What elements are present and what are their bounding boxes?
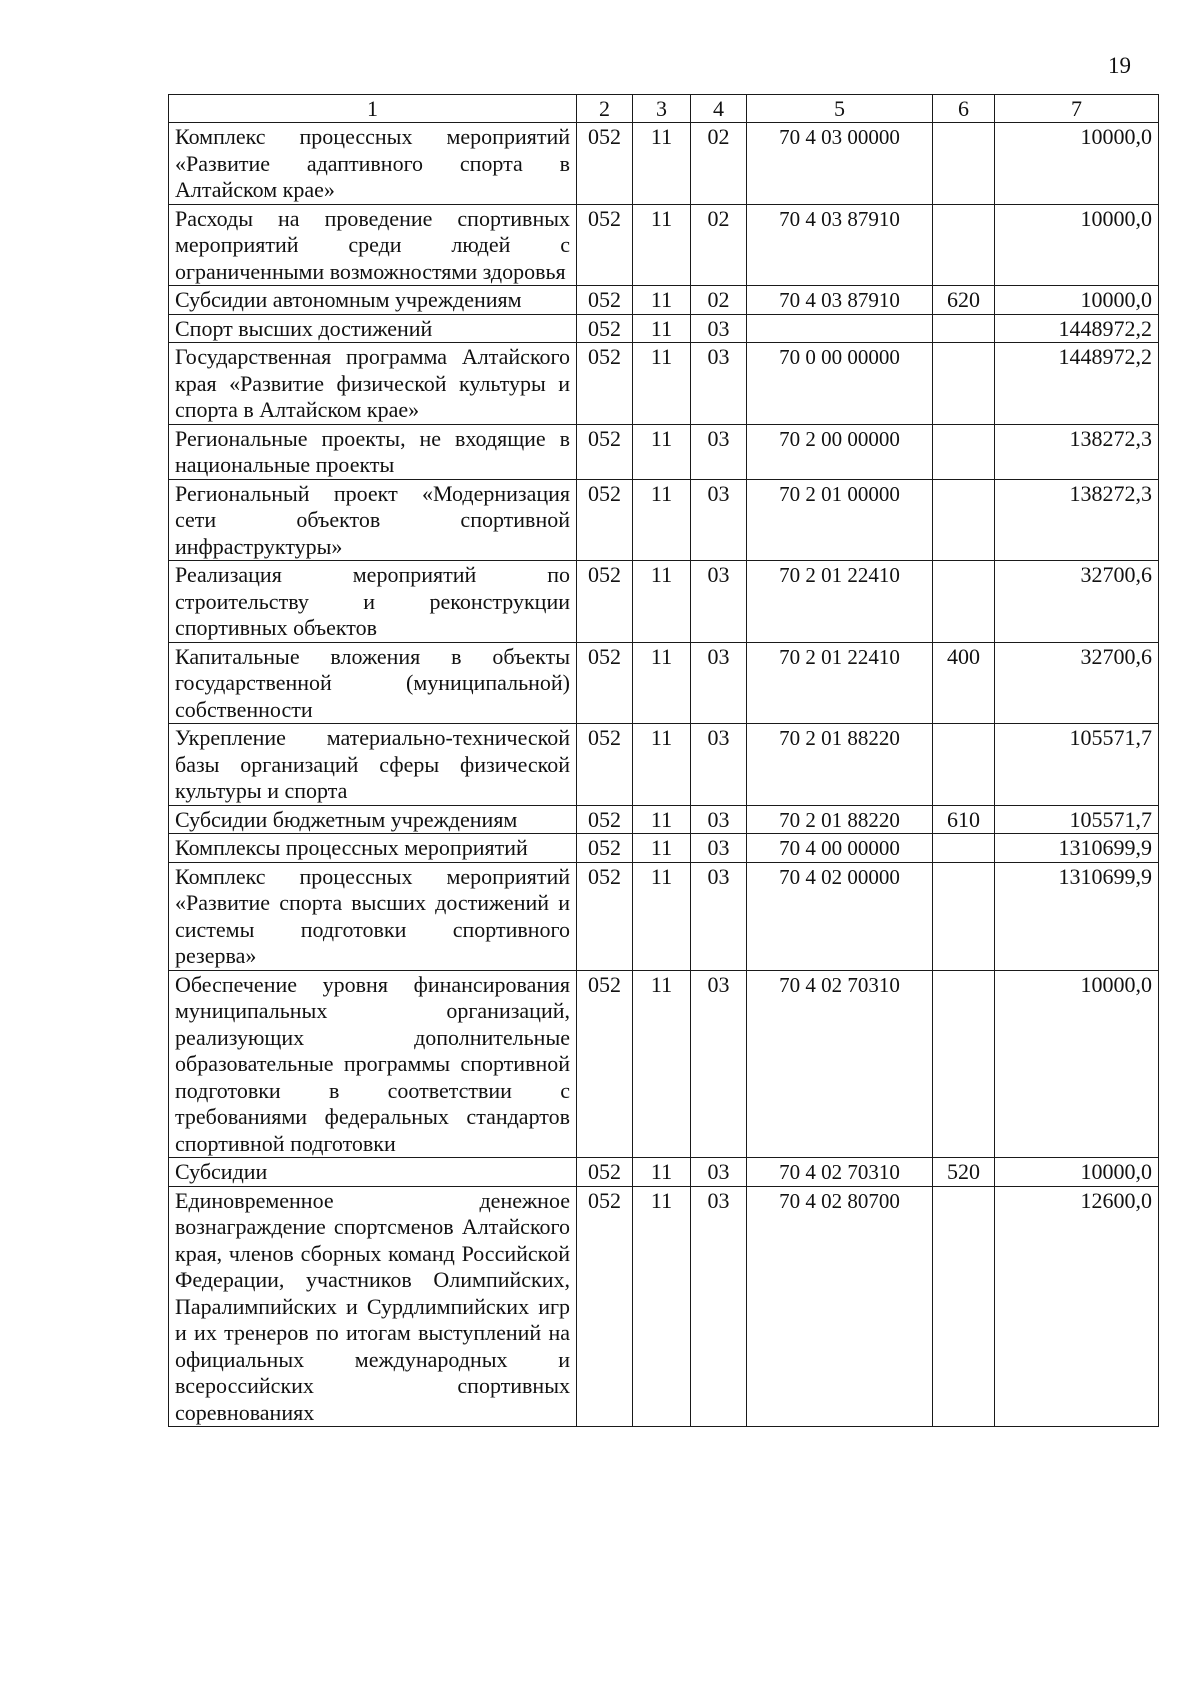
row-target-article: 70 4 03 87910: [747, 286, 933, 315]
row-subsection: 03: [691, 642, 747, 724]
table-row: [169, 805, 1159, 834]
row-ministry-code: 052: [577, 1186, 633, 1427]
row-target-article: 70 4 03 87910: [747, 204, 933, 286]
row-amount: 138272,3: [995, 424, 1159, 479]
row-amount: 32700,6: [995, 561, 1159, 643]
header-cell: 7: [995, 95, 1159, 123]
row-name: Единовременное денежное вознаграждение спортсменов Алтайского края, членов сборных команд Российской Федерации, участников Олимпийских, Паралимпийских и Сурдлимпийских игр и их тренеров по итогам выступлений на официальных международных и всероссийских спортивных соревнованиях: [169, 1186, 577, 1427]
row-section: 11: [633, 970, 691, 1158]
row-amount: 10000,0: [995, 970, 1159, 1158]
row-section: 11: [633, 1158, 691, 1187]
row-expense-type: [933, 479, 995, 561]
row-section: 11: [633, 314, 691, 343]
table-row: [169, 561, 1159, 643]
row-expense-type: 520: [933, 1158, 995, 1187]
row-ministry-code: 052: [577, 561, 633, 643]
row-subsection: 03: [691, 424, 747, 479]
row-amount: 10000,0: [995, 204, 1159, 286]
row-name: Комплексы процессных мероприятий: [169, 834, 577, 863]
row-amount: 10000,0: [995, 123, 1159, 205]
table-row: [169, 286, 1159, 315]
row-expense-type: [933, 314, 995, 343]
table-row: [169, 724, 1159, 806]
row-subsection: 03: [691, 724, 747, 806]
row-target-article: 70 4 00 00000: [747, 834, 933, 863]
row-section: 11: [633, 642, 691, 724]
row-amount: 105571,7: [995, 805, 1159, 834]
row-subsection: 03: [691, 343, 747, 425]
row-amount: 1310699,9: [995, 834, 1159, 863]
row-target-article: 70 4 03 00000: [747, 123, 933, 205]
row-expense-type: [933, 424, 995, 479]
row-subsection: 03: [691, 1158, 747, 1187]
row-ministry-code: 052: [577, 724, 633, 806]
row-ministry-code: 052: [577, 1158, 633, 1187]
row-ministry-code: 052: [577, 834, 633, 863]
row-expense-type: 610: [933, 805, 995, 834]
row-expense-type: 400: [933, 642, 995, 724]
row-ministry-code: 052: [577, 343, 633, 425]
row-ministry-code: 052: [577, 424, 633, 479]
row-expense-type: [933, 834, 995, 863]
row-amount: 32700,6: [995, 642, 1159, 724]
row-ministry-code: 052: [577, 479, 633, 561]
row-amount: 105571,7: [995, 724, 1159, 806]
table-row: [169, 862, 1159, 970]
row-section: 11: [633, 1186, 691, 1427]
budget-table: [168, 94, 1159, 1427]
table-row: [169, 343, 1159, 425]
row-name: Спорт высших достижений: [169, 314, 577, 343]
row-target-article: 70 4 02 00000: [747, 862, 933, 970]
row-ministry-code: 052: [577, 204, 633, 286]
row-amount: 10000,0: [995, 1158, 1159, 1187]
row-ministry-code: 052: [577, 970, 633, 1158]
header-cell: 5: [747, 95, 933, 123]
row-subsection: 03: [691, 862, 747, 970]
row-subsection: 03: [691, 479, 747, 561]
row-section: 11: [633, 479, 691, 561]
table-row: [169, 424, 1159, 479]
row-target-article: 70 0 00 00000: [747, 343, 933, 425]
row-subsection: 03: [691, 561, 747, 643]
row-name: Субсидии автономным учреждениям: [169, 286, 577, 315]
row-amount: 138272,3: [995, 479, 1159, 561]
table-row: [169, 1186, 1159, 1427]
row-amount: 12600,0: [995, 1186, 1159, 1427]
row-amount: 1448972,2: [995, 314, 1159, 343]
row-amount: 10000,0: [995, 286, 1159, 315]
row-expense-type: [933, 970, 995, 1158]
row-name: Субсидии: [169, 1158, 577, 1187]
row-target-article: 70 4 02 70310: [747, 970, 933, 1158]
table-row: [169, 834, 1159, 863]
row-ministry-code: 052: [577, 862, 633, 970]
table-row: [169, 204, 1159, 286]
row-section: 11: [633, 862, 691, 970]
row-name: Государственная программа Алтайского края «Развитие физической культуры и спорта в Алтайском крае»: [169, 343, 577, 425]
row-amount: 1448972,2: [995, 343, 1159, 425]
header-cell: 6: [933, 95, 995, 123]
header-cell: 2: [577, 95, 633, 123]
row-subsection: 02: [691, 123, 747, 205]
table-row: [169, 314, 1159, 343]
header-cell: 4: [691, 95, 747, 123]
row-section: 11: [633, 561, 691, 643]
table-row: [169, 123, 1159, 205]
row-expense-type: [933, 1186, 995, 1427]
row-ministry-code: 052: [577, 314, 633, 343]
row-expense-type: [933, 343, 995, 425]
row-section: 11: [633, 834, 691, 863]
row-section: 11: [633, 424, 691, 479]
row-section: 11: [633, 204, 691, 286]
header-cell: 1: [169, 95, 577, 123]
row-name: Комплекс процессных мероприятий «Развитие адаптивного спорта в Алтайском крае»: [169, 123, 577, 205]
row-name: Укрепление материально-технической базы организаций сферы физической культуры и спорта: [169, 724, 577, 806]
row-target-article: 70 2 01 88220: [747, 805, 933, 834]
row-name: Субсидии бюджетным учреждениям: [169, 805, 577, 834]
row-name: Региональный проект «Модернизация сети объектов спортивной инфраструктуры»: [169, 479, 577, 561]
table-row: [169, 642, 1159, 724]
row-name: Реализация мероприятий по строительству и реконструкции спортивных объектов: [169, 561, 577, 643]
row-subsection: 02: [691, 286, 747, 315]
row-target-article: 70 2 00 00000: [747, 424, 933, 479]
row-target-article: [747, 314, 933, 343]
row-subsection: 03: [691, 1186, 747, 1427]
row-section: 11: [633, 286, 691, 315]
row-expense-type: [933, 724, 995, 806]
row-ministry-code: 052: [577, 805, 633, 834]
row-target-article: 70 2 01 22410: [747, 561, 933, 643]
row-section: 11: [633, 724, 691, 806]
table-row: [169, 970, 1159, 1158]
table-body: [169, 123, 1159, 1427]
row-subsection: 02: [691, 204, 747, 286]
row-ministry-code: 052: [577, 123, 633, 205]
row-name: Региональные проекты, не входящие в национальные проекты: [169, 424, 577, 479]
row-name: Комплекс процессных мероприятий «Развитие спорта высших достижений и системы подготовки спортивного резерва»: [169, 862, 577, 970]
row-expense-type: [933, 204, 995, 286]
row-expense-type: 620: [933, 286, 995, 315]
row-section: 11: [633, 805, 691, 834]
row-name: Капитальные вложения в объекты государственной (муниципальной) собственности: [169, 642, 577, 724]
table-row: [169, 1158, 1159, 1187]
row-name: Обеспечение уровня финансирования муниципальных организаций, реализующих дополнительные образовательные программы спортивной подготовки в соответствии с требованиями федеральных стандартов спортивной подготовки: [169, 970, 577, 1158]
table-row: [169, 479, 1159, 561]
row-ministry-code: 052: [577, 642, 633, 724]
row-section: 11: [633, 123, 691, 205]
row-subsection: 03: [691, 970, 747, 1158]
page-number: 19: [1108, 53, 1131, 78]
row-name: Расходы на проведение спортивных мероприятий среди людей с ограниченными возможностями здоровья: [169, 204, 577, 286]
row-target-article: 70 2 01 88220: [747, 724, 933, 806]
row-subsection: 03: [691, 314, 747, 343]
row-target-article: 70 4 02 70310: [747, 1158, 933, 1187]
row-subsection: 03: [691, 805, 747, 834]
row-target-article: 70 2 01 22410: [747, 642, 933, 724]
row-subsection: 03: [691, 834, 747, 863]
row-expense-type: [933, 862, 995, 970]
row-expense-type: [933, 123, 995, 205]
row-expense-type: [933, 561, 995, 643]
row-target-article: 70 2 01 00000: [747, 479, 933, 561]
row-section: 11: [633, 343, 691, 425]
header-row: [169, 95, 1159, 123]
row-amount: 1310699,9: [995, 862, 1159, 970]
row-ministry-code: 052: [577, 286, 633, 315]
row-target-article: 70 4 02 80700: [747, 1186, 933, 1427]
header-cell: 3: [633, 95, 691, 123]
